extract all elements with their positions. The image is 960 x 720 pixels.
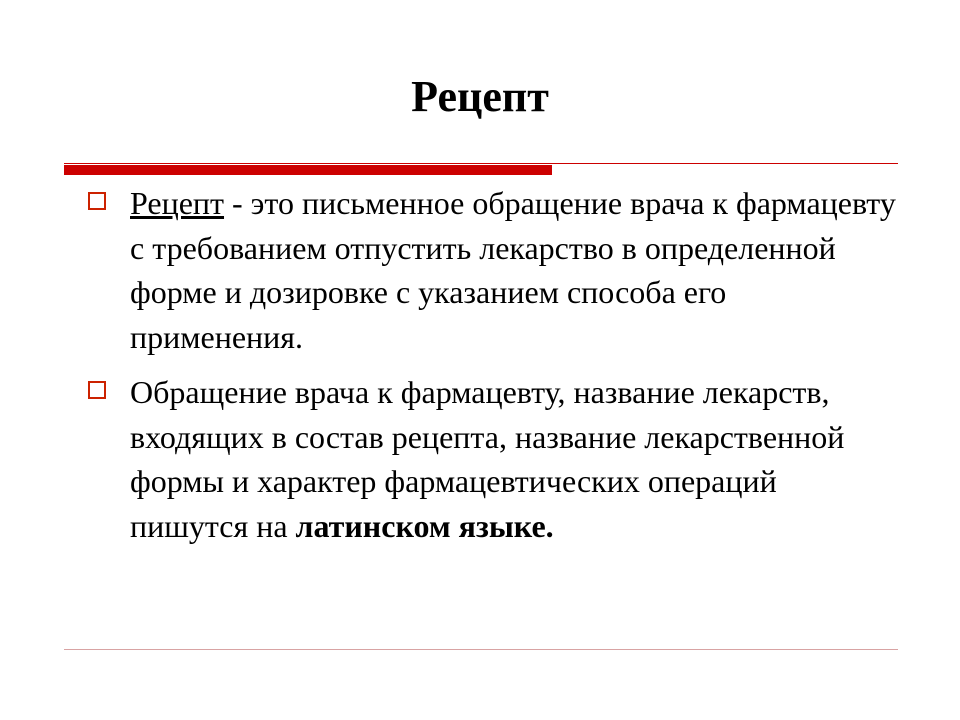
bullet-item-definition — [86, 181, 896, 359]
slide-title: Рецепт — [411, 72, 549, 121]
footer-divider — [64, 649, 898, 650]
square-bullet-icon — [88, 381, 106, 399]
bullet-item-latin — [86, 370, 896, 548]
bullet-term: Рецепт — [130, 185, 225, 221]
square-bullet-icon — [88, 192, 106, 210]
title-divider-thin — [64, 163, 898, 164]
bullet-text: - это письменное обращение врача к фармацевту с требованием отпустить лекарство в определенной форме и дозировке с указанием способа его применения. — [130, 185, 896, 355]
bullet-list — [86, 181, 896, 559]
bullet-text: Обращение врача к фармацевту, название лекарств, входящих в состав рецепта, название лекарственной формы и характер фармацевтических операций пишутся на — [130, 374, 845, 544]
bullet-emphasis: латинском языке. — [295, 507, 554, 544]
title-divider-thick — [64, 165, 552, 175]
